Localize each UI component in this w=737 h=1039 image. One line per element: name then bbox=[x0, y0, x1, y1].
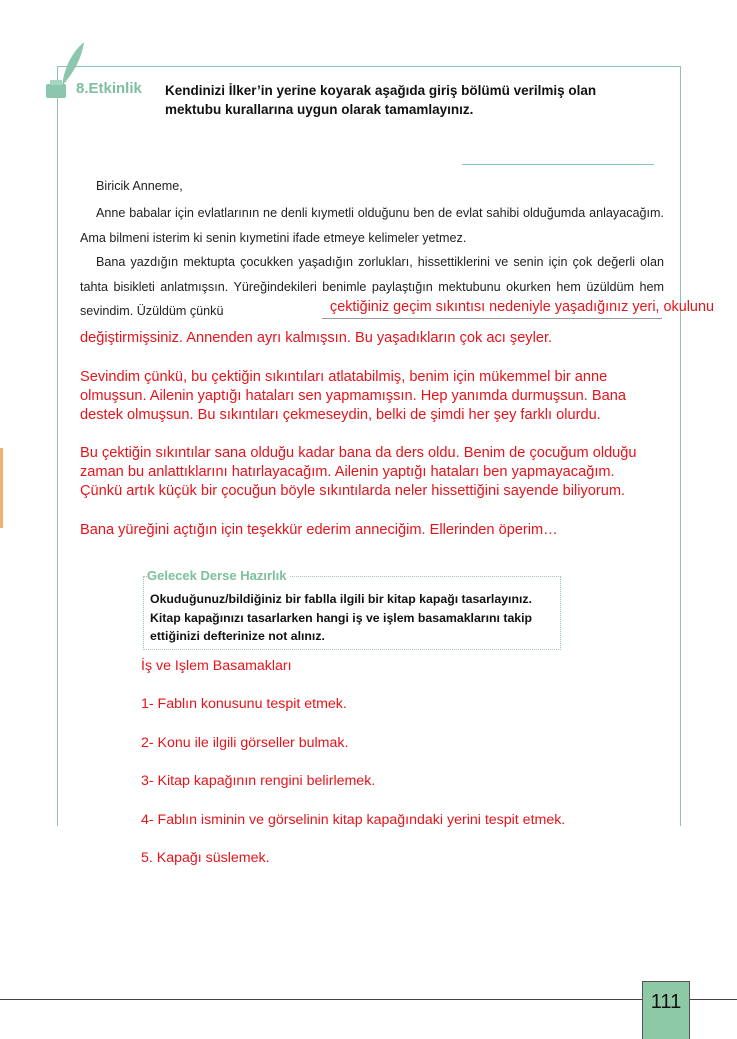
step-item: 3- Kitap kapağının rengini belirlemek. bbox=[141, 773, 376, 789]
answer-paragraph-3: Bu çektiğin sıkıntılar sana olduğu kadar bana da ders oldu. Benim de çocuğum olduğu zaman bu anlattıklarını hatırlayacağım. Ailenin yaptığı hataları ben yapmayacağım. Çünkü artık küçük bir çocuğun böyle sıkıntılarda neler hissettiğini sayende biliyorum. bbox=[80, 445, 637, 500]
page-number: 111 bbox=[642, 981, 690, 1039]
letter-greeting: Biricik Anneme, bbox=[96, 179, 183, 193]
side-tab-mark bbox=[0, 448, 3, 528]
answer-inline: çektiğiniz geçim sıkıntısı nedeniyle yaşadığınız yeri, okulunu bbox=[330, 299, 714, 315]
frame-right-border bbox=[680, 66, 681, 826]
answer-paragraph-4: Bana yüreğini açtığın için teşekkür ederim anneciğim. Ellerinden öperim… bbox=[80, 522, 558, 538]
frame-left-border bbox=[57, 66, 58, 826]
answer-underline bbox=[322, 318, 662, 319]
steps-heading: İş ve Işlem Basamakları bbox=[141, 658, 292, 674]
letter-paragraph-1: Anne babalar için evlatlarının ne denli kıymetli olduğunu ben de evlat sahibi olduğumda anlayacağım. Ama bilmeni isterim ki senin kıymetini ifade etmeye kelimeler yetmez. bbox=[80, 206, 664, 245]
step-item: 2- Konu ile ilgili görseller bulmak. bbox=[141, 735, 349, 751]
step-item: 1- Fablın konusunu tespit etmek. bbox=[141, 696, 347, 712]
activity-label: 8.Etkinlik bbox=[76, 80, 142, 97]
frame-top-border bbox=[57, 66, 680, 67]
date-line bbox=[462, 164, 654, 165]
activity-instruction: Kendinizi İlker’in yerine koyarak aşağıda giriş bölümü verilmiş olan mektubu kurallarına uygun olarak tamamlayınız. bbox=[165, 83, 597, 117]
step-item: 5. Kapağı süslemek. bbox=[141, 850, 270, 866]
answer-line-1: değiştirmişsiniz. Annenden ayrı kalmışsın. Bu yaşadıkların çok acı şeyler. bbox=[80, 330, 553, 346]
prep-title: Gelecek Derse Hazırlık bbox=[147, 568, 289, 583]
footer-rule bbox=[0, 999, 737, 1000]
step-item: 4- Fablın isminin ve görselinin kitap kapağındaki yerini tespit etmek. bbox=[141, 812, 566, 828]
answer-paragraph-2: Sevindim çünkü, bu çektiğin sıkıntıları atlatabilmiş, benim için mükemmel bir anne olmuşsun. Ailenin yaptığı hataları sen yapmamışsın. Hep yanımda durmuşsun. Bana destek olmuşsun. Bu sıkıntıları çekmeseydin, belki de şimdi her şey farklı olurdu. bbox=[80, 369, 626, 424]
prep-text: Okuduğunuz/bildiğiniz bir fablla ilgili bir kitap kapağı tasarlayınız. Kitap kapağınızı tasarlarken hangi iş ve işlem basamaklarını takip ettiğinizi defterinize not alınız. bbox=[150, 592, 533, 643]
letter-paragraph-2-text: Bana yazdığın mektupta çocukken yaşadığın zorlukları, hissettiklerini ve senin için çok değerli olan tahta bisikleti anlatmışsın. Yüreğindekileri benimle paylaştığın mektubunu okurken hem üzüldüm hem sevindim. Üzüldüm çünkü bbox=[80, 255, 664, 318]
